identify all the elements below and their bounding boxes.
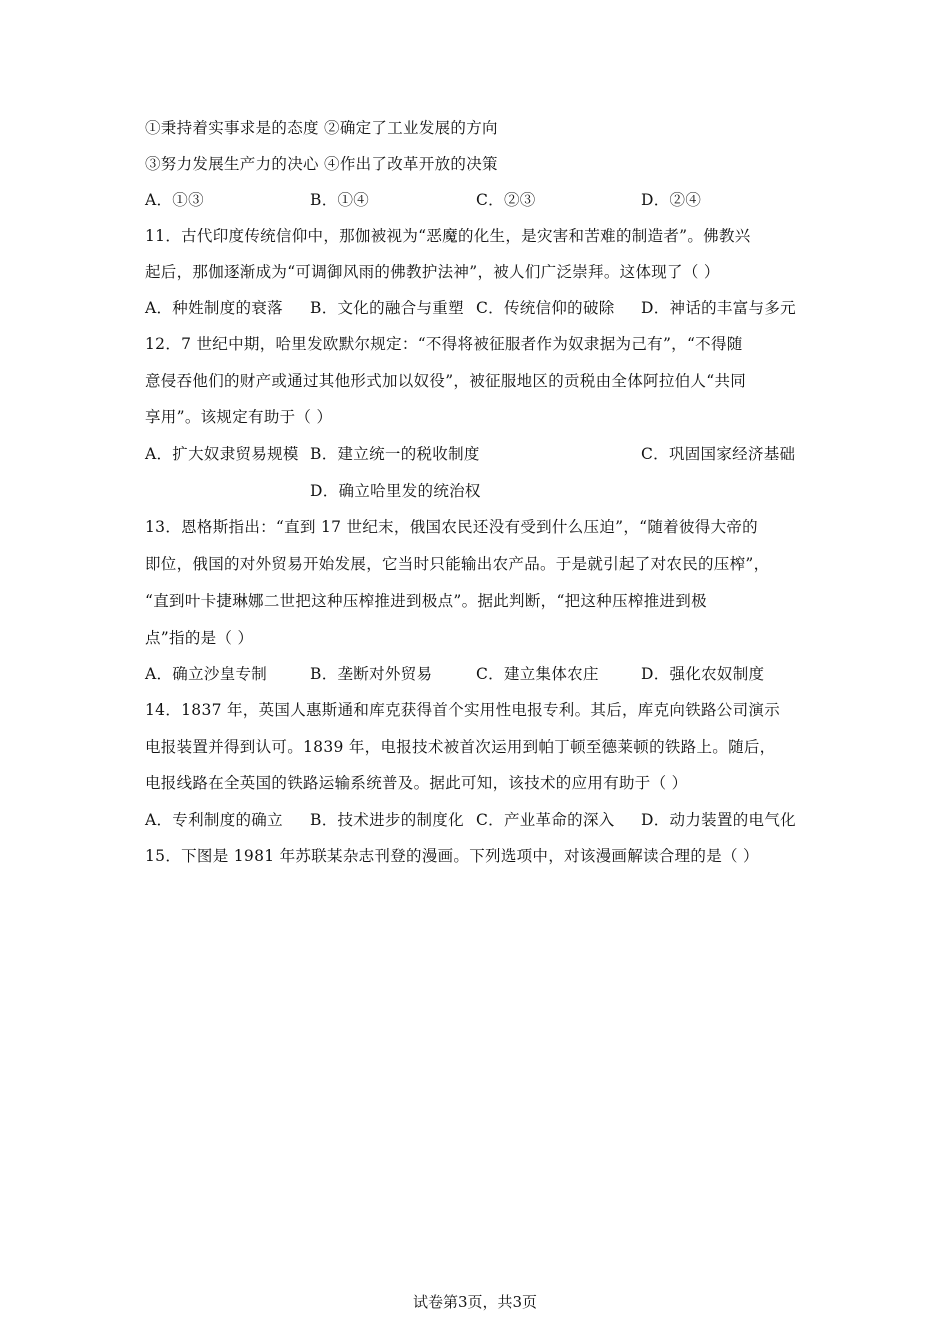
q13-stem-line-3: “直到叶卡捷琳娜二世把这种压榨推进到极点”。据此判断，“把这种压榨推进到极 — [145, 592, 707, 610]
q14-option-c[interactable]: C．产业革命的深入 — [476, 811, 615, 829]
q14-option-a[interactable]: A．专利制度的确立 — [145, 811, 283, 829]
q11-stem-line-2: 起后，那伽逐渐成为“可调御风雨的佛教护法神”，被人们广泛崇拜。这体现了（ ） — [145, 263, 720, 281]
q12-stem-line-3: 享用”。该规定有助于（ ） — [145, 408, 333, 426]
q14-option-b[interactable]: B．技术进步的制度化 — [310, 811, 464, 829]
q12-option-d[interactable]: D．确立哈里发的统治权 — [310, 482, 481, 500]
q10-option-b[interactable]: B．①④ — [310, 191, 370, 209]
q11-stem-line-1: 11．古代印度传统信仰中，那伽被视为“恶魔的化生，是灾害和苦难的制造者”。佛教兴 — [145, 227, 751, 245]
q11-option-b[interactable]: B．文化的融合与重塑 — [310, 299, 464, 317]
q12-stem-line-2: 意侵吞他们的财产或通过其他形式加以奴役”，被征服地区的贡税由全体阿拉伯人“共同 — [145, 372, 747, 390]
q13-stem-line-1: 13．恩格斯指出：“直到 17 世纪末，俄国农民还没有受到什么压迫”，“随着彼得大帝的 — [145, 518, 758, 536]
q13-option-b[interactable]: B．垄断对外贸易 — [310, 665, 433, 683]
q14-stem-line-2: 电报装置并得到认可。1839 年，电报技术被首次运用到帕丁顿至德莱顿的铁路上。随后， — [145, 738, 776, 756]
q12-option-a[interactable]: A．扩大奴隶贸易规模 — [145, 445, 299, 463]
q11-option-a[interactable]: A．种姓制度的衰落 — [145, 299, 283, 317]
q13-stem-line-2: 即位，俄国的对外贸易开始发展，它当时只能输出农产品。于是就引起了对农民的压榨”， — [145, 555, 770, 573]
q10-statements-line-2: ③努力发展生产力的决心 ④作出了改革开放的决策 — [145, 155, 498, 173]
q11-option-c[interactable]: C．传统信仰的破除 — [476, 299, 615, 317]
q10-option-c[interactable]: C．②③ — [476, 191, 536, 209]
q10-option-d[interactable]: D．②④ — [641, 191, 702, 209]
q10-option-a[interactable]: A．①③ — [145, 191, 204, 209]
q13-stem-line-4: 点”指的是（ ） — [145, 629, 254, 647]
page-footer: 试卷第3页，共3页 — [412, 1293, 538, 1311]
q10-statements-line-1: ①秉持着实事求是的态度 ②确定了工业发展的方向 — [145, 119, 498, 137]
q14-stem-line-1: 14．1837 年，英国人惠斯通和库克获得首个实用性电报专利。其后，库克向铁路公司演示 — [145, 701, 780, 719]
q12-stem-line-1: 12．7 世纪中期，哈里发欧默尔规定：“不得将被征服者作为奴隶据为己有”，“不得随 — [145, 335, 743, 353]
q14-stem-line-3: 电报线路在全英国的铁路运输系统普及。据此可知，该技术的应用有助于（ ） — [145, 774, 688, 792]
q14-option-d[interactable]: D．动力装置的电气化 — [641, 811, 796, 829]
q13-option-d[interactable]: D．强化农奴制度 — [641, 665, 765, 683]
q15-stem-line-1: 15．下图是 1981 年苏联某杂志刊登的漫画。下列选项中，对该漫画解读合理的是（ ） — [145, 847, 759, 865]
q13-option-c[interactable]: C．建立集体农庄 — [476, 665, 599, 683]
q12-option-c[interactable]: C．巩固国家经济基础 — [641, 445, 796, 463]
q13-option-a[interactable]: A．确立沙皇专制 — [145, 665, 268, 683]
q12-option-b[interactable]: B．建立统一的税收制度 — [310, 445, 480, 463]
q11-option-d[interactable]: D．神话的丰富与多元 — [641, 299, 796, 317]
